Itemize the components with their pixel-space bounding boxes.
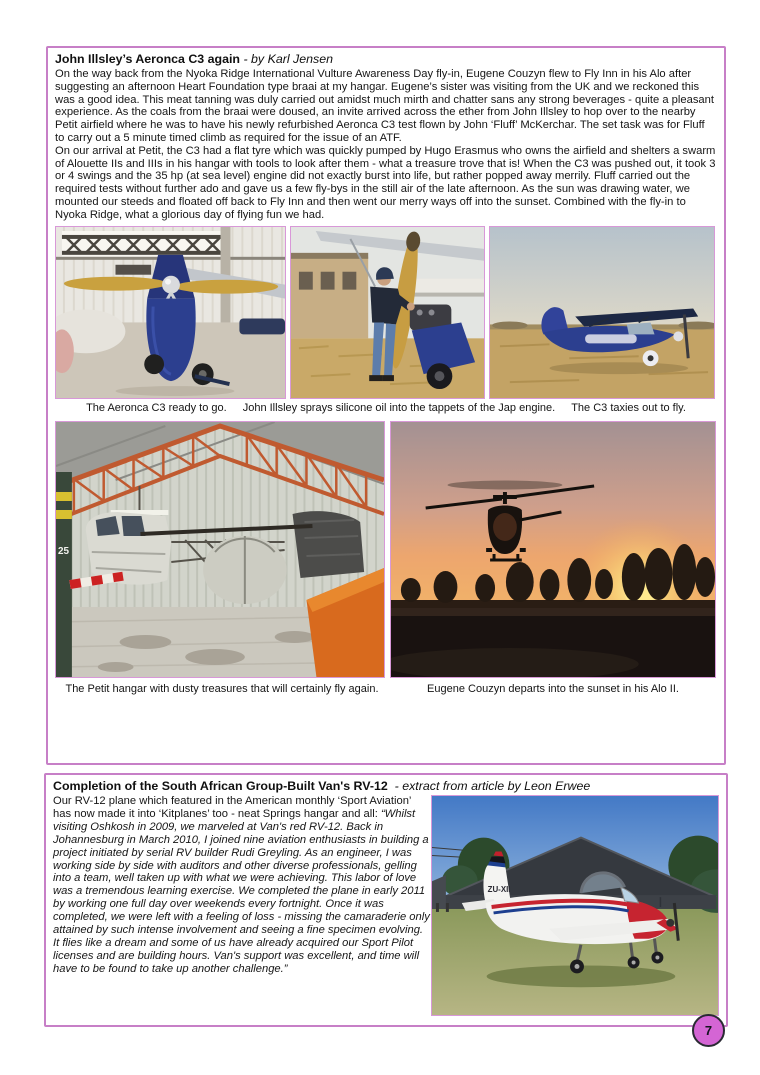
page-number-badge [692, 1014, 725, 1047]
photo-aeronca-c3-hangar [55, 226, 286, 399]
c3-taxi-illustration [490, 227, 714, 398]
photo-row-2 [55, 421, 717, 678]
sunset-helicopter-illustration [391, 422, 715, 677]
photo-petit-hangar [55, 421, 385, 678]
petit-hangar-illustration [56, 422, 384, 677]
article-rv12-section [44, 773, 728, 1027]
caption-alo-sunset: Eugene Couzyn departs into the sunset in his Alo II. [427, 682, 679, 695]
article2-intro: Our RV-12 plane which featured in the American monthly ‘Sport Aviation’ has now made it into ‘Kitplanes’ too - neat Springs hangar and all: [53, 795, 411, 820]
caption-silicone-oil: John Illsley sprays silicone oil into the tappets of the Jap engine. [242, 401, 556, 414]
photo-alo-sunset [390, 421, 716, 678]
article1-title: John Illsley’s Aeronca C3 again [55, 52, 241, 66]
article2-title: Completion of the South African Group-Built Van's RV-12 [53, 779, 388, 793]
article2-quote: “Whilst visiting Oshkosh in 2009, we marveled at Van's red RV-12. Back in Johannesburg in March 2010, I joined nine aviation enthusiasts in building a project initiated by serial RV builder Rudi Greyling. As an engineer, I was working side by side with auditors and other diverse professionals, gelling into a team, well taken up with what we were achieving. This labor of love was a tremendous learning exercise. We completed the plane in early 2011 by working one full day over weekends every fortnight. Once it was completed, we were left with a feeling of loss - missing the camaraderie only attained by such intense involvement and seeing a fine specimen evolving. It flies like a dream and some of us have already acquired our Sport Pilot licenses and are building hours. Van's support was excellent, and time will have to be found to take up another challenge.” [53, 807, 430, 975]
rv12-illustration [432, 796, 718, 1015]
article1-heading [55, 52, 717, 66]
caption-c3-taxies: The C3 taxies out to fly. [571, 401, 686, 414]
photo-rv12 [431, 795, 719, 1016]
article1-paragraph-1: On the way back from the Nyoka Ridge International Vulture Awareness Day fly-in, Eugene Couzyn flew to Fly Inn in his Alo after suggesting an afternoon Heart Foundation type braai at my hangar. Eugene’s sister was visiting from the UK and we reckoned this was a good idea. This meat tanning was duly carried out amidst much mirth and chatter sans any strong beverages - quite a pleasant experience. As the coals from the braai were doused, an invite arrived across the ether from John Illsley to hop over to the nearby Petit airfield where he was to have his newly refurbished Aeronca C3 test flown by John ‘Fluff’ McKerchar. The set task was for Fluff to carry out a 5 minute timed climb as required for the issue of an ATF. [55, 68, 714, 144]
caption-petit-hangar: The Petit hangar with dusty treasures that will certainly fly again. [65, 682, 379, 695]
photo-row-1-captions [55, 402, 717, 414]
article1-byline: - by Karl Jensen [243, 52, 333, 66]
hangar-stall-number: 25 [57, 545, 70, 557]
article-aeronca-section [46, 46, 726, 765]
article2-body [53, 795, 719, 976]
page-number: 7 [704, 1023, 713, 1038]
photo-c3-taxiing [489, 226, 715, 399]
rv12-registration: ZU-XII [487, 885, 511, 895]
photo-row-1 [55, 226, 717, 399]
propeller-service-illustration [291, 227, 484, 398]
photo-row-2-captions [55, 683, 717, 695]
photo-john-illsley-propeller [290, 226, 485, 399]
article2-heading [53, 779, 719, 793]
article2-byline: - extract from article by Leon Erwee [394, 779, 591, 793]
caption-aeronca-ready: The Aeronca C3 ready to go. [86, 401, 227, 414]
article1-paragraph-2: On our arrival at Petit, the C3 had a flat tyre which was quickly pumped by Hugo Erasmus who owns the airfield and shelters a swarm of Alouette IIs and IIIs in his hangar with tools to look after them - what a treasure trove that is! When the C3 was pushed out, it took 3 or 4 swings and the 35 hp (at sea level) engine did not exactly burst into life, but rather popped away merrily. Fluff carried out the required tests without further ado and gave us a few fly-bys in the still air of the late afternoon. As the sun was drawing water, we mounted our steeds and floated off back to Fly Inn and then went our merry ways off into the sunset. Combined with the fly-in to Nyoka Ridge, what a glorious day of flying fun we had. [55, 144, 716, 221]
aeronca-hangar-illustration [56, 227, 285, 398]
